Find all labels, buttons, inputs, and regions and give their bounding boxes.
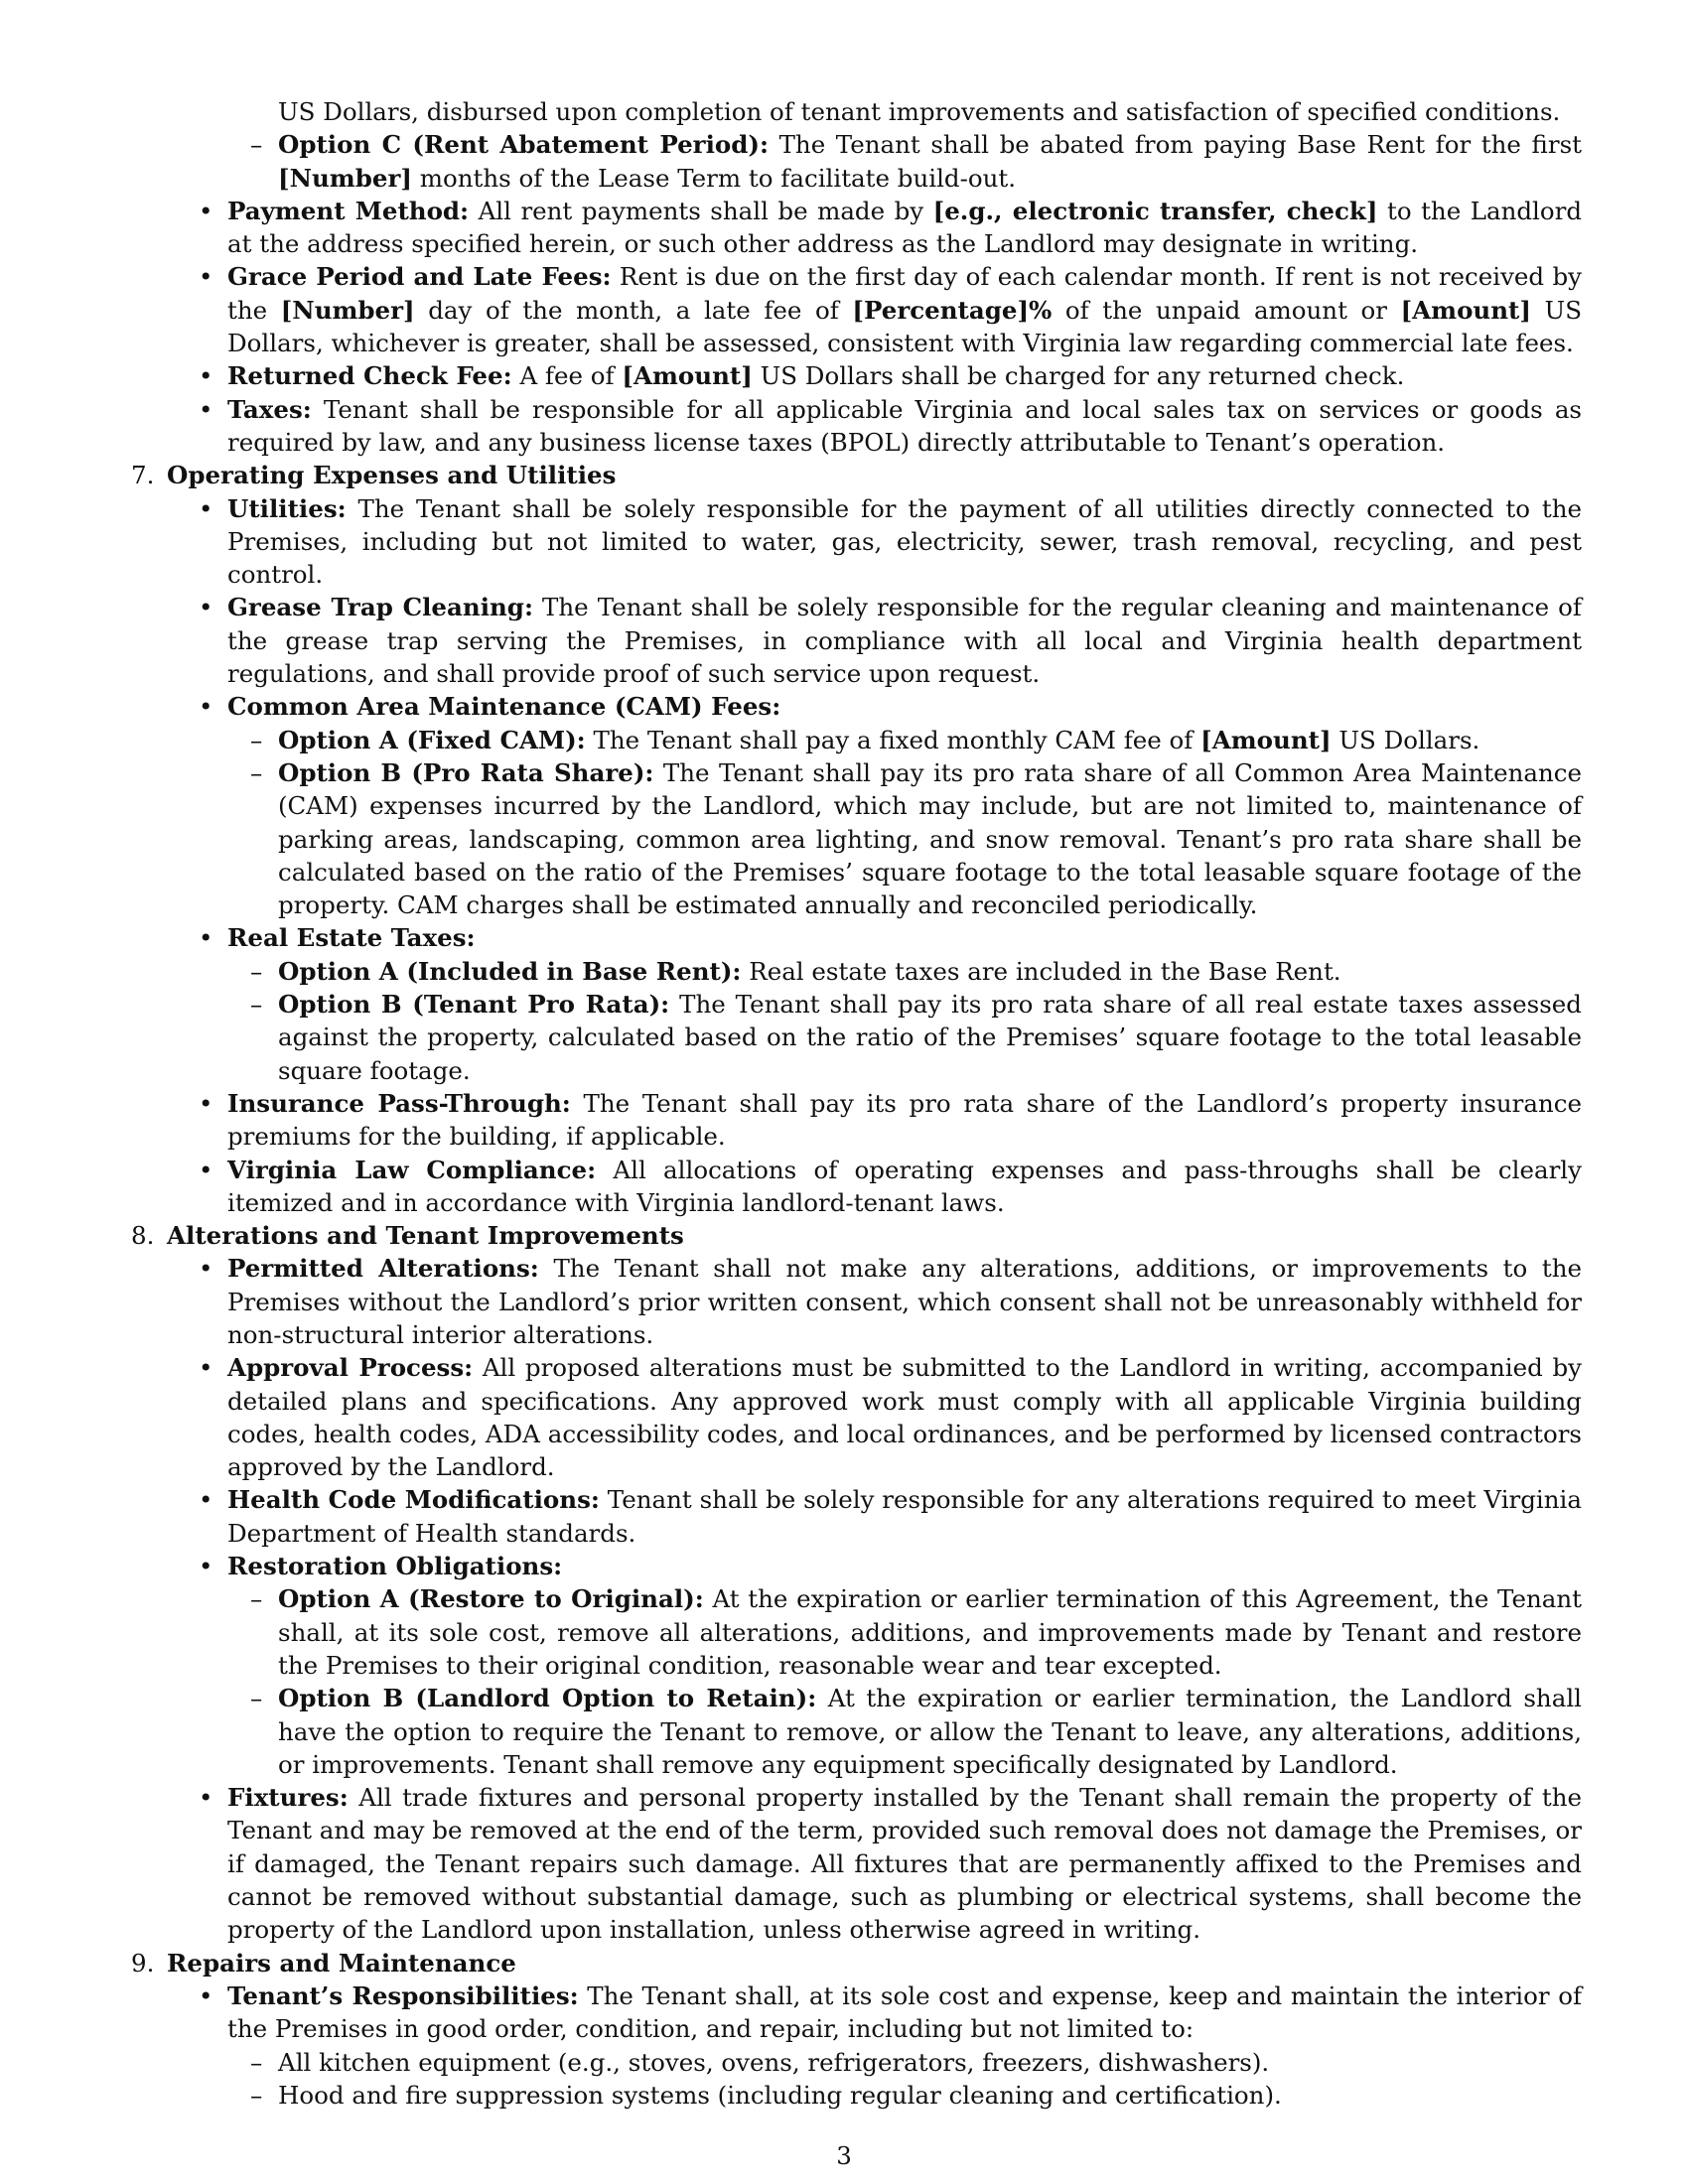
- item-body: The Tenant shall be abated from paying Base Rent for the first [Number] months of the Lease Term to facilitate build-out.: [278, 130, 1582, 193]
- bullet-marker: •: [199, 394, 213, 424]
- dash-marker: –: [250, 2080, 263, 2110]
- item-text: [278, 2079, 1582, 2112]
- bullet-item: [0, 393, 1582, 460]
- item-text: [278, 128, 1582, 195]
- item-body: All proposed alterations must be submitted to the Landlord in writing, accompanied by detailed plans and specifications. Any approved work must comply with all applicable Virginia building codes, health codes, ADA accessibility codes, and local ordinances, and be performed by licensed contractors approved by the Landlord.: [227, 1353, 1582, 1482]
- item-label: Option B (Pro Rata Share):: [278, 757, 654, 787]
- bullet-marker: •: [199, 1485, 213, 1515]
- item-label: Returned Check Fee:: [227, 361, 512, 391]
- dash-marker: –: [250, 130, 263, 160]
- item-label: Permitted Alterations:: [227, 1254, 539, 1284]
- bullet-marker: •: [199, 1783, 213, 1813]
- item-text: [227, 492, 1582, 592]
- item-text: [278, 1682, 1582, 1781]
- dash-marker: –: [250, 1584, 263, 1614]
- dash-marker: –: [250, 757, 263, 787]
- bullet-item: [0, 1154, 1582, 1220]
- item-text: [278, 988, 1582, 1087]
- bullet-marker: •: [199, 1353, 213, 1383]
- item-body: A fee of [Amount] US Dollars shall be charged for any returned check.: [511, 361, 1405, 391]
- item-label: Grease Trap Cleaning:: [227, 593, 533, 622]
- item-label: Grace Period and Late Fees:: [227, 262, 612, 292]
- item-label: Option B (Tenant Pro Rata):: [278, 990, 670, 1020]
- bullet-item: [0, 690, 1582, 723]
- placeholder-field: [Amount]: [622, 361, 753, 391]
- bullet-item: [0, 1979, 1582, 2046]
- item-label: Taxes:: [227, 394, 312, 424]
- item-text: [278, 724, 1582, 756]
- item-body: All kitchen equipment (e.g., stoves, ovens, refrigerators, freezers, dishwashers).: [278, 2047, 1270, 2077]
- item-text: [227, 1550, 1582, 1582]
- bullet-marker: •: [199, 1980, 213, 2010]
- item-label: Tenant’s Responsibilities:: [227, 1980, 579, 2010]
- bullet-marker: •: [199, 262, 213, 292]
- item-text: [227, 921, 1582, 954]
- placeholder-field: [Amount]: [1200, 725, 1332, 754]
- item-text: [278, 1582, 1582, 1682]
- bullet-item: [0, 591, 1582, 690]
- item-text: [227, 260, 1582, 359]
- item-body: The Tenant shall pay its pro rata share of all real estate taxes assessed against the property, calculated based on the ratio of the Premises’ square footage to the total leasable square footage.: [278, 990, 1582, 1085]
- item-text: [227, 1087, 1582, 1154]
- page-number: 3: [836, 2141, 852, 2170]
- item-text: [227, 1979, 1582, 2046]
- bullet-item: [0, 1781, 1582, 1946]
- item-body: The Tenant shall pay its pro rata share of the Landlord’s property insurance premiums for the building, if applicable.: [227, 1088, 1582, 1152]
- item-label: Option A (Fixed CAM):: [278, 725, 586, 754]
- section-title: Repairs and Maintenance: [167, 1948, 516, 1978]
- placeholder-field: [Number]: [280, 295, 415, 325]
- item-text: [167, 1219, 1581, 1252]
- item-text: [167, 459, 1581, 491]
- item-body: The Tenant shall pay a fixed monthly CAM fee of [Amount] US Dollars.: [585, 725, 1480, 754]
- dash-marker: –: [250, 956, 263, 986]
- bullet-item: [0, 1252, 1582, 1351]
- sub-item: [0, 2079, 1582, 2112]
- bullet-item: [0, 1351, 1582, 1483]
- section-title: Operating Expenses and Utilities: [167, 461, 617, 490]
- item-text: [227, 359, 1582, 392]
- item-label: Option C (Rent Abatement Period):: [278, 130, 769, 160]
- item-label: Health Code Modifications:: [227, 1485, 600, 1515]
- item-text: [227, 1252, 1582, 1351]
- sub-item: [0, 756, 1582, 921]
- item-body: Rent is due on the first day of each calendar month. If rent is not received by the [Number] day of the month, a late fee of [Percentage]% of the unpaid amount or [Amount] US Dollars, whichever is greater, shall be assessed, consistent with Virginia law regarding commercial late fees.: [227, 262, 1582, 358]
- item-body: Real estate taxes are included in the Base Rent.: [741, 956, 1341, 986]
- item-body: The Tenant shall be solely responsible for the regular cleaning and maintenance of the grease trap serving the Premises, in compliance with all local and Virginia health department regulations, and shall provide proof of such service upon request.: [227, 593, 1583, 689]
- item-text: [227, 1154, 1582, 1220]
- bullet-item: [0, 1483, 1582, 1550]
- item-body: All allocations of operating expenses and pass-throughs shall be clearly itemized and in accordance with Virginia landlord-tenant laws.: [227, 1155, 1582, 1217]
- placeholder-field: [Percentage]%: [852, 295, 1053, 325]
- bullet-marker: •: [199, 361, 213, 391]
- bullet-item: [0, 492, 1582, 592]
- item-text: [278, 95, 1582, 128]
- bullet-marker: •: [199, 1155, 213, 1184]
- item-text: [227, 195, 1582, 261]
- bullet-marker: •: [199, 692, 213, 722]
- bullet-marker: •: [199, 493, 213, 523]
- dash-marker: –: [250, 2047, 263, 2077]
- item-body: The Tenant shall, at its sole cost and expense, keep and maintain the interior of the Premises in good order, condition, and repair, including but not limited to:: [227, 1980, 1583, 2044]
- item-body: The Tenant shall pay its pro rata share of all Common Area Maintenance (CAM) expenses incurred by the Landlord, which may include, but are not limited to, maintenance of parking areas, landscaping, common area lighting, and snow removal. Tenant’s pro rata share shall be calculated based on the ratio of the Premises’ square footage to the total leasable square footage of the property. CAM charges shall be estimated annually and reconciled periodically.: [278, 757, 1583, 920]
- placeholder-field: [e.g., electronic transfer, check]: [932, 196, 1378, 225]
- dash-marker: –: [250, 1684, 263, 1713]
- sub-item: [0, 1682, 1582, 1781]
- sub-item: [0, 2046, 1582, 2079]
- sub-item: [0, 1582, 1582, 1682]
- placeholder-field: [Number]: [278, 163, 412, 193]
- item-label: Payment Method:: [227, 196, 470, 225]
- bullet-marker: •: [199, 196, 213, 225]
- section-number: 9.: [131, 1948, 155, 1978]
- item-text: [278, 955, 1582, 988]
- item-label: Virginia Law Compliance:: [227, 1155, 597, 1184]
- item-label: Utilities:: [227, 493, 347, 523]
- item-label: Restoration Obligations:: [227, 1552, 563, 1581]
- sub-item: [0, 95, 1582, 128]
- sub-item: [0, 128, 1582, 195]
- section-title: Alterations and Tenant Improvements: [167, 1221, 684, 1251]
- item-text: [227, 1781, 1582, 1946]
- sub-item: [0, 988, 1582, 1087]
- item-body: US Dollars, disbursed upon completion of tenant improvements and satisfaction of specified conditions.: [278, 97, 1561, 126]
- item-body: At the expiration or earlier termination of this Agreement, the Tenant shall, at its sole cost, remove all alterations, additions, and improvements made by Tenant and restore the Premises to their original condition, reasonable wear and tear excepted.: [278, 1584, 1582, 1680]
- bullet-marker: •: [199, 593, 213, 622]
- bullet-marker: •: [199, 1254, 213, 1284]
- placeholder-field: [Amount]: [1400, 295, 1531, 325]
- dash-marker: –: [250, 725, 263, 754]
- item-body: At the expiration or earlier termination, the Landlord shall have the option to require the Tenant to remove, or allow the Tenant to leave, any alterations, additions, or improvements. Tenant shall remove any equipment specifically designated by Landlord.: [278, 1684, 1582, 1779]
- section-heading: [0, 1219, 1581, 1252]
- item-body: Hood and fire suppression systems (including regular cleaning and certification).: [278, 2080, 1282, 2110]
- bullet-marker: •: [199, 923, 213, 953]
- bullet-marker: •: [199, 1552, 213, 1581]
- sub-item: [0, 724, 1582, 756]
- page-content: [0, 95, 1688, 2112]
- item-text: [227, 1483, 1582, 1550]
- sub-item: [0, 955, 1582, 988]
- item-text: [227, 591, 1582, 690]
- bullet-item: [0, 195, 1582, 261]
- item-body: Tenant shall be solely responsible for any alterations required to meet Virginia Department of Health standards.: [227, 1485, 1582, 1548]
- item-label: Option A (Restore to Original):: [278, 1584, 704, 1614]
- bullet-item: [0, 1550, 1582, 1582]
- item-label: Fixtures:: [227, 1783, 349, 1813]
- item-body: Tenant shall be responsible for all applicable Virginia and local sales tax on services or goods as required by law, and any business license taxes (BPOL) directly attributable to Tenant’s operation.: [227, 394, 1582, 457]
- section-number: 8.: [131, 1221, 155, 1251]
- item-label: Real Estate Taxes:: [227, 923, 476, 953]
- bullet-item: [0, 260, 1582, 359]
- item-label: Option A (Included in Base Rent):: [278, 956, 742, 986]
- item-text: [278, 756, 1582, 921]
- item-label: Insurance Pass-Through:: [227, 1088, 571, 1118]
- item-label: Common Area Maintenance (CAM) Fees:: [227, 692, 781, 722]
- item-label: Option B (Landlord Option to Retain):: [278, 1684, 817, 1713]
- item-text: [227, 690, 1582, 723]
- bullet-marker: •: [199, 1088, 213, 1118]
- bullet-item: [0, 359, 1582, 392]
- item-text: [227, 1351, 1582, 1483]
- item-body: All trade fixtures and personal property installed by the Tenant shall remain the property of the Tenant and may be removed at the end of the term, provided such removal does not damage the Premises, or if damaged, the Tenant repairs such damage. All fixtures that are permanently affixed to the Premises and cannot be removed without substantial damage, such as plumbing or electrical systems, shall become the property of the Landlord upon installation, unless otherwise agreed in writing.: [227, 1783, 1582, 1945]
- section-heading: [0, 1947, 1581, 1979]
- item-label: Approval Process:: [227, 1353, 474, 1383]
- item-text: [278, 2046, 1582, 2079]
- item-body: The Tenant shall be solely responsible for the payment of all utilities directly connected to the Premises, including but not limited to water, gas, electricity, sewer, trash removal, recycling, and pest control.: [227, 493, 1582, 590]
- bullet-item: [0, 921, 1582, 954]
- item-body: The Tenant shall not make any alterations, additions, or improvements to the Premises without the Landlord’s prior written consent, which consent shall not be unreasonably withheld for non-structural interior alterations.: [227, 1254, 1582, 1349]
- bullet-item: [0, 1087, 1582, 1154]
- section-heading: [0, 459, 1581, 491]
- item-text: [167, 1947, 1581, 1979]
- item-text: [227, 393, 1582, 460]
- item-body: All rent payments shall be made by [e.g., electronic transfer, check] to the Landlord at the address specified herein, or such other address as the Landlord may designate in writing.: [227, 196, 1583, 259]
- section-number: 7.: [131, 461, 155, 490]
- dash-marker: –: [250, 990, 263, 1020]
